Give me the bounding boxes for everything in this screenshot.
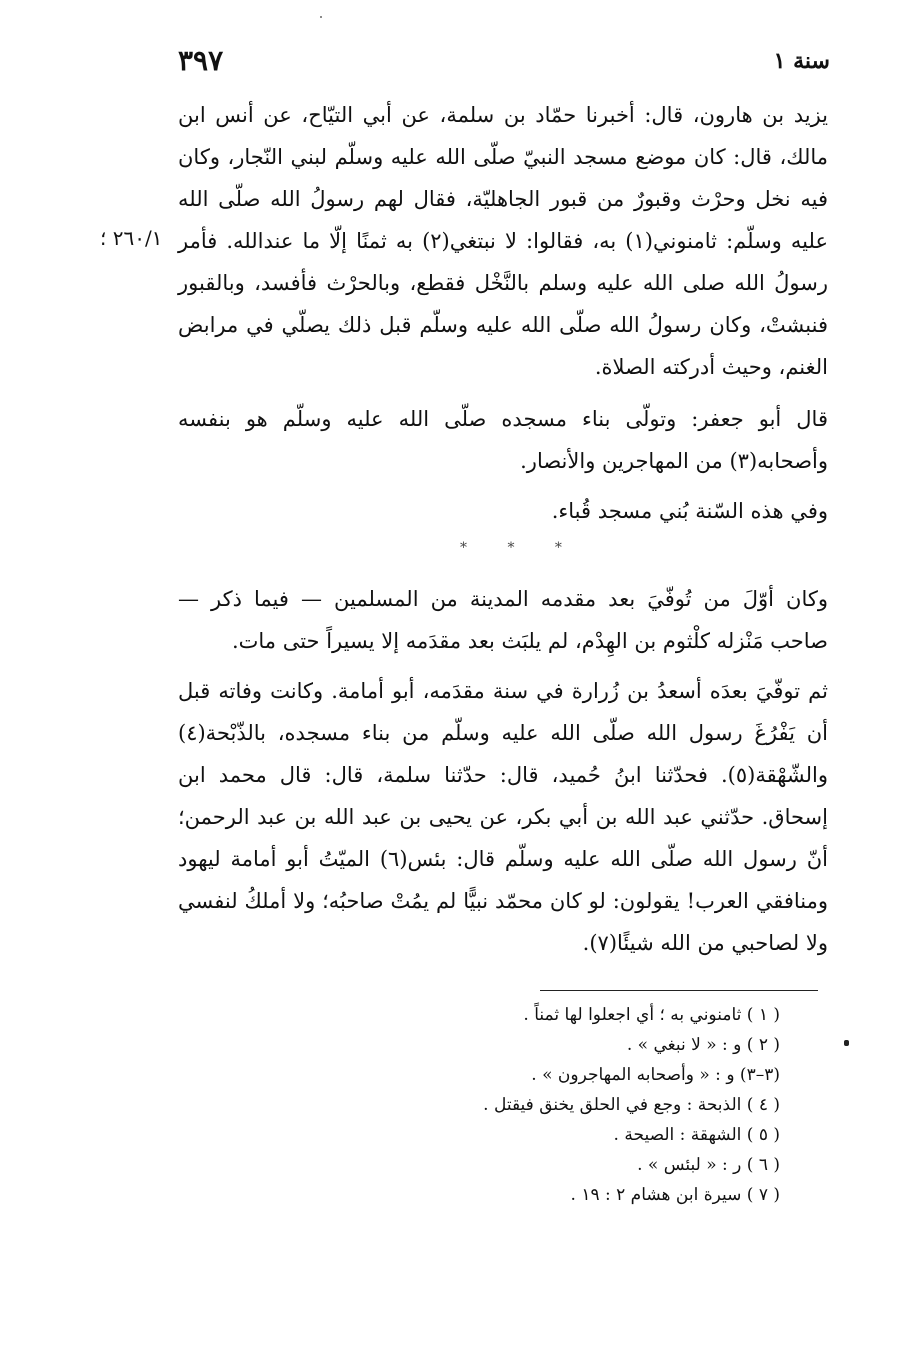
paragraph-text: وكان أوّلَ من تُوفّيَ بعد مقدمه المدينة من المسلمين — فيما ذكر — صاحب مَنْزله كلْثوم بن الهِدْم، لم يلبَث بعد مقدَمه إلا يسيراً حتى مات. [178, 587, 828, 653]
paragraph-text: قال أبو جعفر: وتولّى بناء مسجده صلّى الله عليه وسلّم هو بنفسه وأصحابه(٣) من المهاجرين والأنصار. [178, 407, 828, 473]
paragraph-text: وفي هذه السّنة بُني مسجد قُباء. [551, 499, 828, 523]
scan-speck [320, 16, 322, 18]
section-separator: * * * [460, 540, 580, 556]
paragraph-text: ثم توفّيَ بعدَه أسعدُ بن زُرارة في سنة مقدَمه، أبو أمامة. وكانت وفاته قبل أن يَفْرُغَ رسول الله صلّى الله عليه وسلّم من بناء مسجده، بالذّبْحة(٤) والشّهْقة(٥). فحدّثنا ابنُ حُميد، قال: حدّثنا سلمة، قال: قال محمد ابن إسحاق. حدّثني عبد الله بن أبي بكر، عن يحيى بن عبد الله بن عبد الرحمن؛ أنّ رسول الله صلّى الله عليه وسلّم قال: بئس(٦) الميّتُ أبو أمامة ليهود ومنافقي العرب! يقولون: لو كان محمّد نبيًّا لم يمُتْ صاحبُه؛ ولا أملكُ لنفسي ولا لصاحبي من الله شيئًا(٧). [178, 679, 828, 955]
footnote-2: ( ٢ ) و : « لا نبغي » . [626, 1035, 780, 1055]
paragraph-4 [178, 578, 828, 662]
running-header: سنة ١ [773, 48, 830, 74]
paragraph-3 [178, 490, 828, 532]
paragraph-1 [178, 94, 828, 388]
footnote-3: (٣–٣) و : « وأصحابه المهاجرون » . [531, 1065, 780, 1085]
footnote-rule [540, 990, 818, 991]
footnote-7: ( ٧ ) سيرة ابن هشام ٢ : ١٩ . [570, 1185, 780, 1205]
paragraph-2 [178, 398, 828, 482]
footnote-1: ( ١ ) ثامنوني به ؛ أي اجعلوا لها ثمناً . [523, 1005, 780, 1025]
paragraph-5 [178, 670, 828, 964]
footnote-5: ( ٥ ) الشهقة : الصيحة . [613, 1125, 780, 1145]
margin-mark [844, 1040, 849, 1046]
paragraph-text: يزيد بن هارون، قال: أخبرنا حمّاد بن سلمة، عن أبي التيّاح، عن أنس ابن مالك، قال: كان موضع مسجد النبيّ صلّى الله عليه وسلّم لبني النّجار، وكان فيه نخل وحرْث وقبورٌ من قبور الجاهليّة، فقال لهم رسولُ الله صلّى الله عليه وسلّم: ثامنوني(١) به، فقالوا: لا نبتغي(٢) به ثمنًا إلّا ما عندالله. فأمر رسولُ الله صلى الله عليه وسلم بالنَّخْل فقطع، وبالحرْث فأفسد، وبالقبور فنبشتْ، وكان رسولُ الله صلّى الله عليه وسلّم قبل ذلك يصلّي في مرابض الغنم، وحيث أدركته الصلاة. [178, 103, 828, 379]
footnote-6: ( ٦ ) ر : « لبئس » . [637, 1155, 780, 1175]
page-number: ٣٩٧ [178, 44, 224, 77]
margin-reference: ٢٦٠/١ ؛ [100, 226, 163, 250]
footnote-4: ( ٤ ) الذبحة : وجع في الحلق يخنق فيقتل . [483, 1095, 780, 1115]
footnotes [380, 1000, 780, 1210]
